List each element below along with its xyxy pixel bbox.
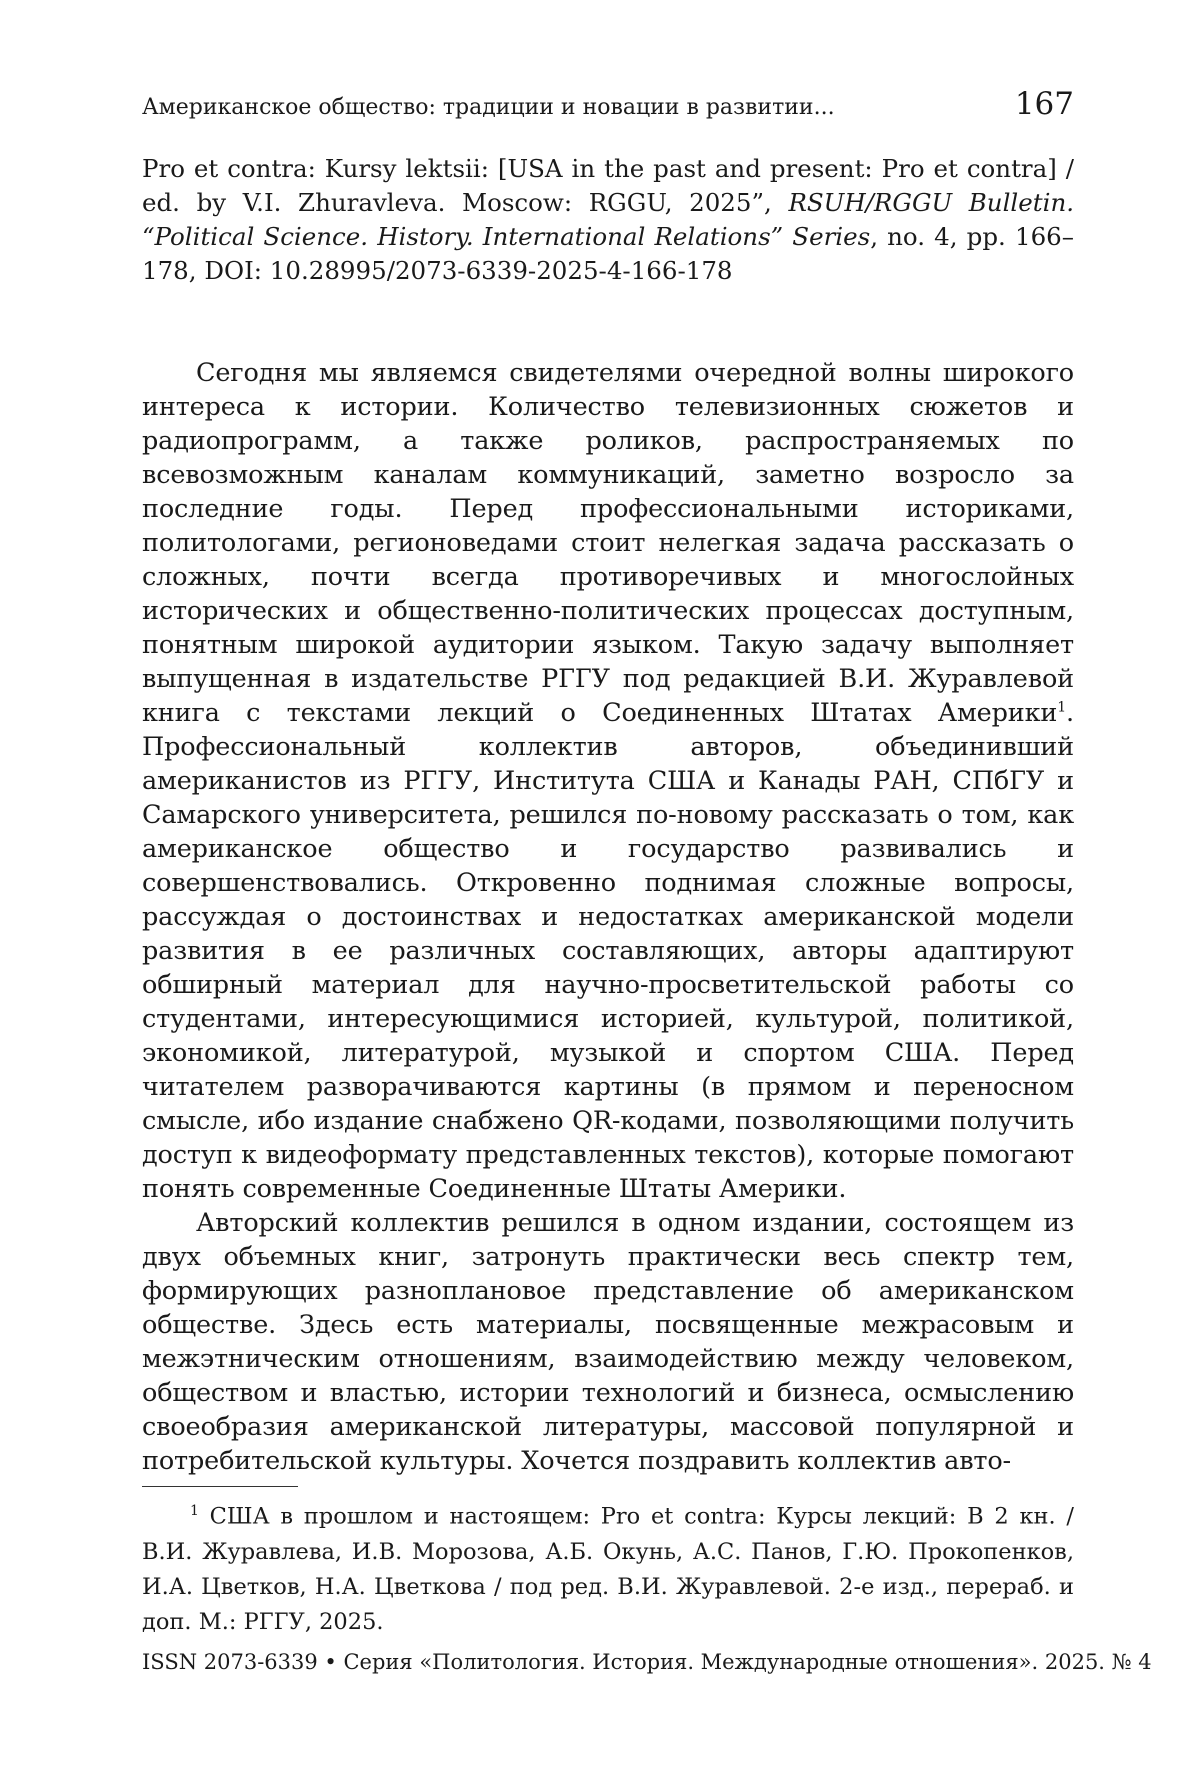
english-citation (142, 152, 1074, 288)
footnote-marker: 1 (190, 1503, 199, 1519)
footnote (142, 1494, 1074, 1640)
body-paragraph-1 (142, 356, 1074, 1206)
paragraph-1-text-end: . Профессиональный коллектив авторов, объединивший американистов из РГГУ, Института США и Канады РАН, СПбГУ и Самарского университета, решился по-новому рассказать о том, как американское общество и государство развивались и совершенствовались. Откровенно поднимая сложные вопросы, рассуждая о достоинствах и недостатках американской модели развития в ее различных составляющих, авторы адаптируют обширный материал для научно-просветительской работы со студентами, интересующимися историей, культурой, политикой, экономикой, литературой, музыкой и спортом США. Перед читателем разворачиваются картины (в прямом и переносном смысле, ибо издание снабжено QR-кодами, позволяющими получить доступ к видеоформату представленных текстов), которые помогают понять современные Соединенные Штаты Америки. (142, 698, 1074, 1204)
citation-text-end: , no. 4, pp. 166–178, DOI: 10.28995/2073-6339-2025-4-166-178 (142, 222, 1074, 285)
paragraph-1-text-start: Сегодня мы являемся свидетелями очередной волны широкого интереса к истории. Количество телевизионных сюжетов и радиопрограмм, а также роликов, распространяемых по всевозможным каналам коммуникаций, заметно возросло за последние годы. Перед профессиональными историками, политологами, регионоведами стоит нелегкая задача рассказать о сложных, почти всегда противоречивых и многослойных исторических и общественно-политических процессах доступным, понятным широкой аудитории языком. Такую задачу выполняет выпущенная в издательстве РГГУ под редакцией В.И. Журавлевой книга с текстами лекций о Соединенных Штатах Америки (142, 358, 1074, 728)
citation-text-start: Pro et contra: Kursy lektsii: [USA in the past and present: Pro et contra] / ed. by V.I. Zhuravleva. Moscow: RGGU, 2025”, (142, 154, 1074, 217)
running-header (142, 86, 1074, 126)
journal-page (0, 0, 1200, 1780)
footnote-paragraph (142, 1494, 1074, 1640)
page-number: 167 (1015, 86, 1074, 122)
footnote-separator (142, 1486, 298, 1487)
running-title: Американское общество: традиции и новации в развитии... (142, 95, 835, 120)
article-body (142, 356, 1074, 1478)
page-footer: ISSN 2073-6339 • Серия «Политология. История. Международные отношения». 2025. № 4 (142, 1650, 1074, 1674)
footnote-text: США в прошлом и настоящем: Pro et contra: Курсы лекций: В 2 кн. / В.И. Журавлева, И.В. Морозова, А.Б. Окунь, А.С. Панов, Г.Ю. Прокопенков, И.А. Цветков, Н.А. Цветкова / под ред. В.И. Журавлевой. 2-е изд., перераб. и доп. М.: РГГУ, 2025. (142, 1504, 1074, 1635)
body-paragraph-2: Авторский коллектив решился в одном издании, состоящем из двух объемных книг, затронуть практически весь спектр тем, формирующих разноплановое представление об американском обществе. Здесь есть материалы, посвященные межрасовым и межэтническим отношениям, взаимодействию между человеком, обществом и властью, истории технологий и бизнеса, осмыслению своеобразия американской литературы, массовой популярной и потребительской культуры. Хочется поздравить коллектив авто- (142, 1206, 1074, 1478)
citation-journal-title: RSUH/RGGU Bulletin. “Political Science. History. International Relations” Series (142, 188, 1074, 251)
footnote-reference[interactable]: 1 (1057, 700, 1066, 716)
